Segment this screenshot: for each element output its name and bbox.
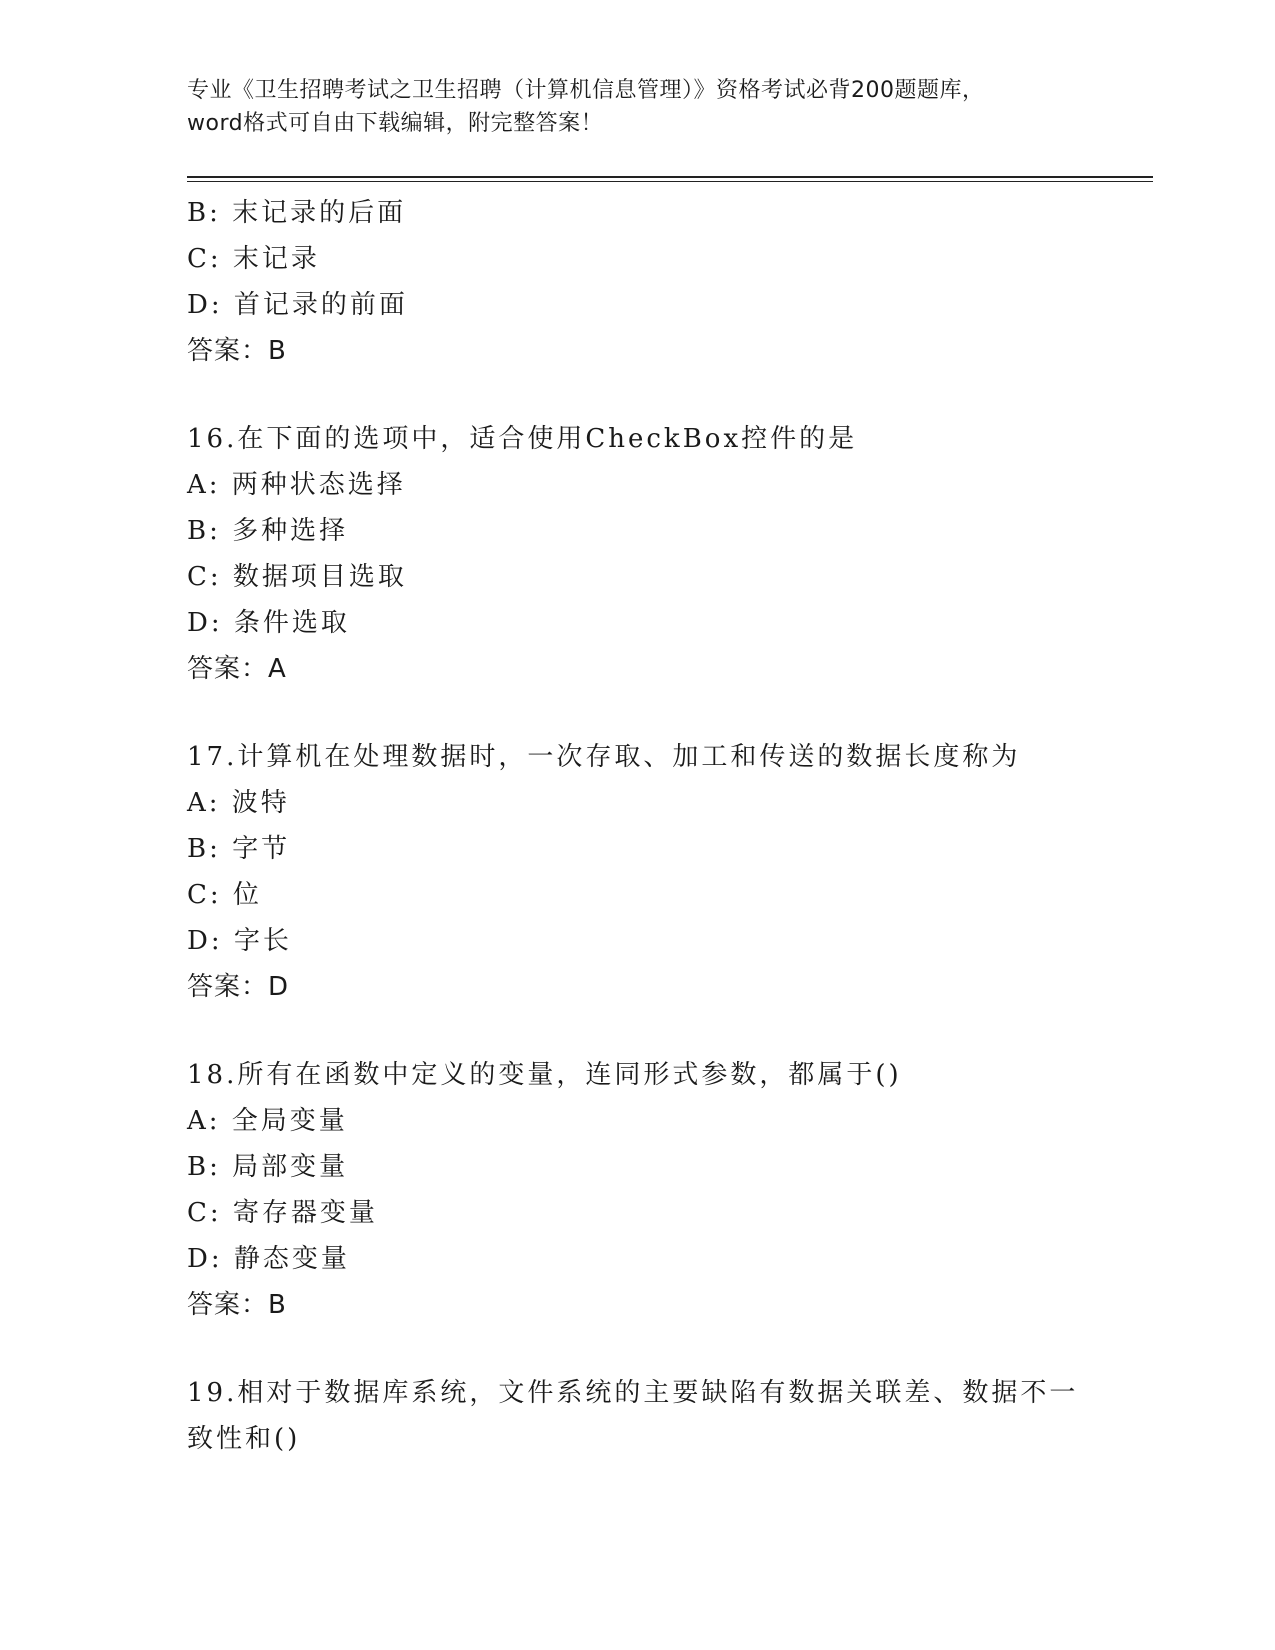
header-divider-thin: [187, 181, 1153, 182]
option-d: D: 静态变量: [187, 1244, 350, 1274]
option-a: A: 两种状态选择: [187, 470, 406, 500]
option-b: B: 多种选择: [187, 516, 349, 546]
question-block-15: [187, 190, 1087, 374]
option-c: C: 寄存器变量: [187, 1198, 378, 1228]
answer-line: 答案：D: [187, 972, 290, 1002]
option-c: C: 末记录: [187, 244, 320, 274]
option-d: D: 字长: [187, 926, 292, 956]
question-block-17: [187, 734, 1087, 1010]
document-header: [187, 74, 1087, 140]
option-d: D: 条件选取: [187, 608, 350, 638]
question-block-16: [187, 416, 1087, 692]
question-block-18: [187, 1052, 1087, 1328]
option-c: C: 位: [187, 880, 262, 910]
question-stem-line-1: 19.相对于数据库系统，文件系统的主要缺陷有数据关联差、数据不一: [187, 1378, 1079, 1408]
header-line-2: word格式可自由下载编辑，附完整答案！: [187, 111, 604, 136]
question-block-19: [187, 1370, 1087, 1462]
option-c: C: 数据项目选取: [187, 562, 407, 592]
question-stem: 18.所有在函数中定义的变量，连同形式参数，都属于(): [187, 1060, 902, 1090]
option-d: D: 首记录的前面: [187, 290, 408, 320]
question-stem: 16.在下面的选项中，适合使用CheckBox控件的是: [187, 424, 858, 454]
answer-line: 答案：B: [187, 1290, 287, 1320]
header-divider: [187, 176, 1153, 178]
option-a: A: 全局变量: [187, 1106, 348, 1136]
option-b: B: 末记录的后面: [187, 198, 407, 228]
option-a: A: 波特: [187, 788, 290, 818]
option-b: B: 局部变量: [187, 1152, 349, 1182]
question-stem-line-2: 致性和(): [187, 1424, 301, 1454]
option-b: B: 字节: [187, 834, 291, 864]
answer-line: 答案：A: [187, 654, 287, 684]
question-stem: 17.计算机在处理数据时，一次存取、加工和传送的数据长度称为: [187, 742, 1021, 772]
answer-line: 答案：B: [187, 336, 287, 366]
header-line-1: 专业《卫生招聘考试之卫生招聘（计算机信息管理）》资格考试必背200题题库，: [187, 78, 985, 103]
question-list: [187, 190, 1087, 1462]
